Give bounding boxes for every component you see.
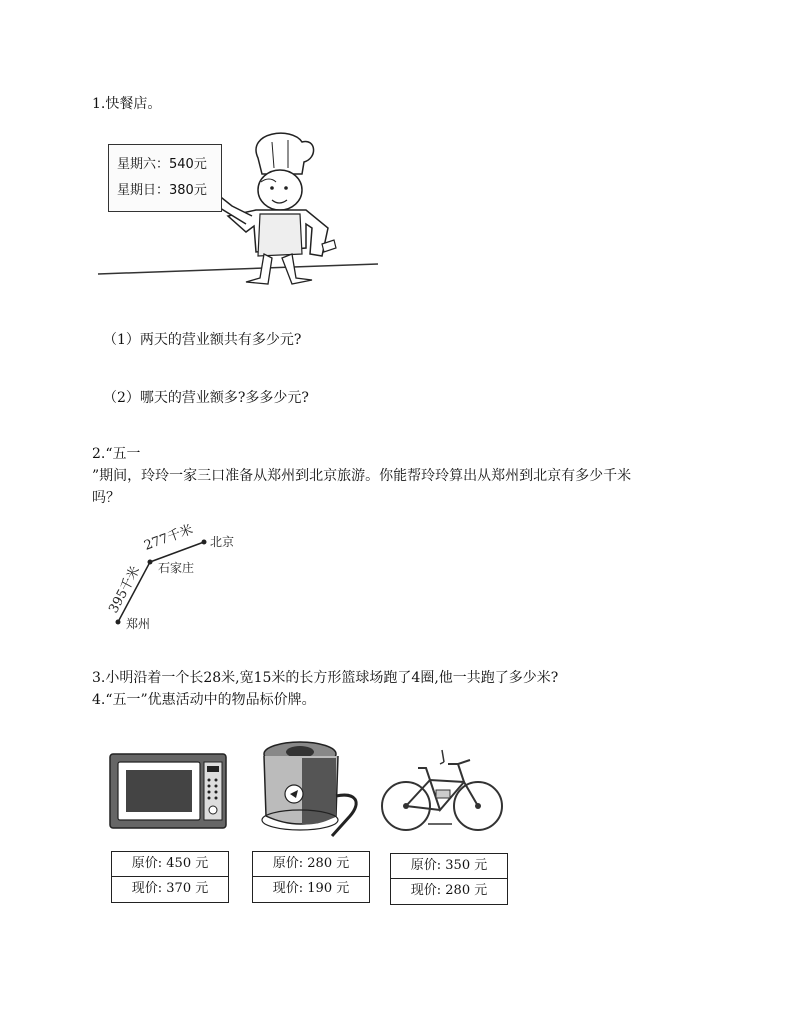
zhengzhou-dot [116, 620, 121, 625]
original-price: 原价: 450 元 [131, 856, 209, 871]
price-tag-bicycle [390, 853, 508, 905]
beijing-dot [202, 540, 207, 545]
q1-title: 1.快餐店。 [92, 96, 162, 112]
q2-line1: 2.“五一 [92, 446, 141, 462]
sign-saturday: 星期六：540元 [117, 157, 207, 172]
label-zhengzhou: 郑州 [126, 617, 151, 631]
dist-top: 277千米 [142, 522, 196, 554]
q1-sub2: （2）哪天的营业额多?多多少元? [103, 390, 309, 406]
dist-bottom: 395千米 [106, 563, 144, 616]
microwave-icon [108, 752, 230, 832]
bicycle-icon [378, 742, 506, 836]
label-beijing: 北京 [210, 535, 235, 549]
label-shijiazhuang: 石家庄 [158, 561, 195, 575]
current-price: 现价: 280 元 [391, 878, 507, 903]
q2-line3: 吗？ [92, 490, 120, 506]
route-map [96, 522, 266, 638]
current-price: 现价: 190 元 [253, 876, 369, 901]
sign-sunday: 星期日：380元 [117, 183, 207, 198]
q1-sub1: （1）两天的营业额共有多少元? [103, 332, 302, 348]
original-price: 原价: 280 元 [272, 856, 350, 871]
original-price: 原价: 350 元 [410, 858, 488, 873]
shijiazhuang-dot [148, 560, 153, 565]
price-sign [108, 144, 222, 212]
q2-line2: ”期间，玲玲一家三口准备从郑州到北京旅游。你能帮玲玲算出从郑州到北京有多少千米 [92, 468, 632, 484]
price-tag-rice-cooker [252, 851, 370, 903]
price-tag-microwave [111, 851, 229, 903]
q3-text: 3.小明沿着一个长28米,宽15米的长方形篮球场跑了4圈,他一共跑了多少米? [92, 670, 559, 686]
rice-cooker-icon [252, 736, 364, 840]
current-price: 现价: 370 元 [112, 876, 228, 901]
q4-title: 4.“五一”优惠活动中的物品标价牌。 [92, 692, 316, 708]
